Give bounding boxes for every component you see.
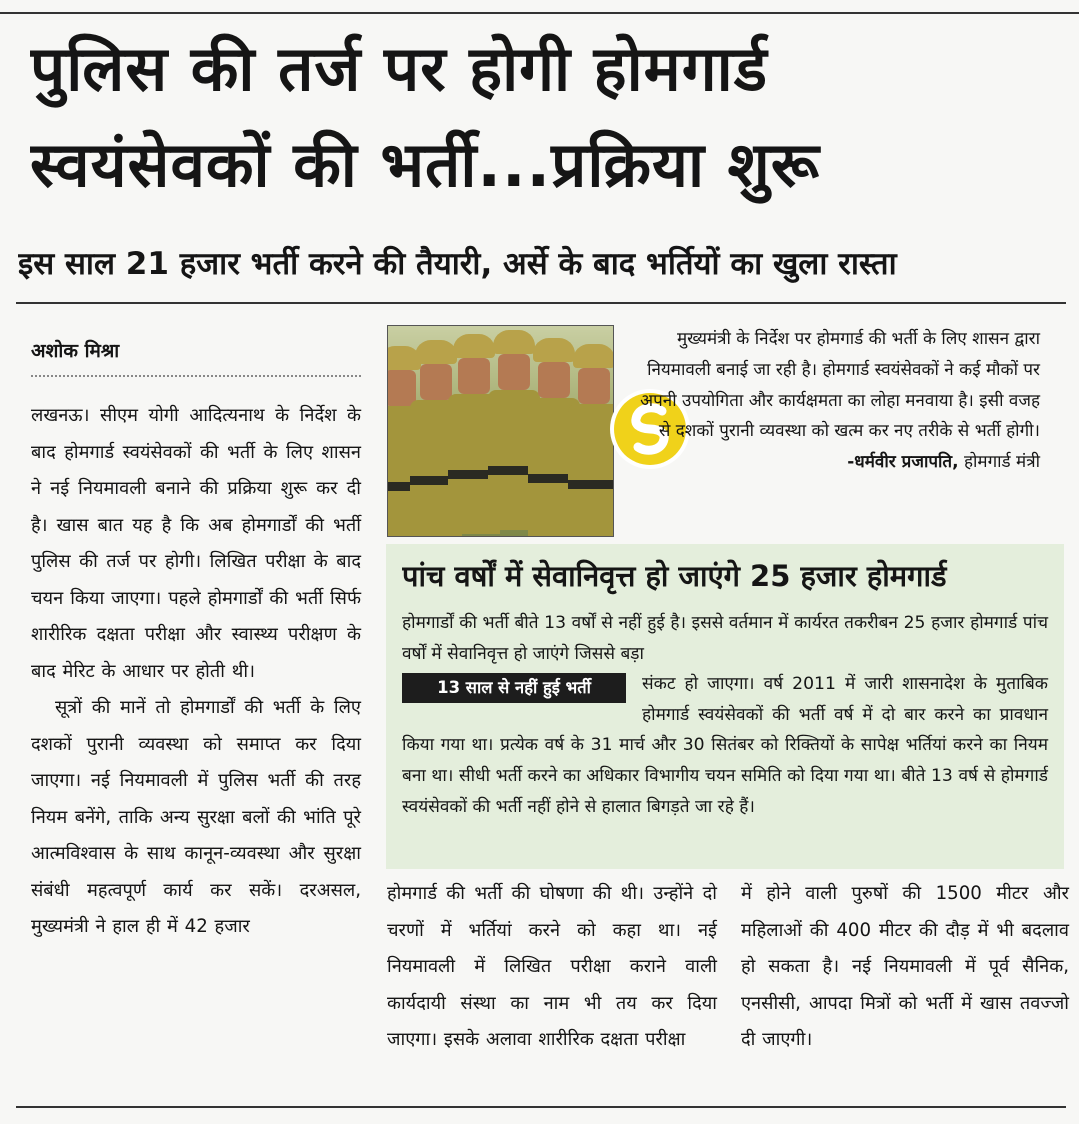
top-rule: [0, 12, 1079, 14]
info-box-tag: 13 साल से नहीं हुई भर्ती: [402, 673, 626, 703]
byline-divider: [31, 375, 361, 377]
info-box-intro: होमगार्डों की भर्ती बीते 13 वर्षों से नहीं हुई है। इससे वर्तमान में कार्यरत तकरीबन 25 हजार होमगार्ड पांच वर्षों में सेवानिवृत्त हो जाएंगे जिससे बड़ा: [402, 613, 1048, 664]
info-box-text: संकट हो जाएगा। वर्ष 2011 में जारी शासनादेश के मुताबिक होमगार्ड स्वयंसेवकों की भर्ती वर्ष में दो बार करने का प्रावधान किया गया था। प्रत्येक वर्ष के 31 मार्च और 30 सितंबर को रिक्तियों के सापेक्ष भर्तियां करने का नियम बना था। सीधी भर्ती करने का अधिकार विभागीय चयन समिति को दिया गया था। बीते 13 वर्ष से होमगार्ड स्वयंसेवकों की भर्ती नहीं होने से हालात बिगड़ते जा रहे हैं।: [402, 674, 1048, 817]
homeguard-parade-photo: [387, 325, 614, 537]
article-column-3: [387, 876, 717, 1059]
info-box-title: पांच वर्षों में सेवानिवृत्त हो जाएंगे 25 हजार होमगार्ड: [402, 559, 947, 593]
minister-quote: [640, 324, 1040, 478]
info-box-paragraph: [402, 669, 1048, 822]
headline-line-1: पुलिस की तर्ज पर होगी होमगार्ड: [30, 32, 768, 105]
article-column-4: [741, 876, 1069, 1059]
info-box-body: [402, 608, 1048, 822]
article-paragraph: में होने वाली पुरुषों की 1500 मीटर और महिलाओं की 400 मीटर की दौड़ में भी बदलाव हो सकता है। नई नियमावली में पूर्व सैनिक, एनसीसी, आपदा मित्रों को भर्ती में खास तवज्जो दी जाएगी।: [741, 883, 1069, 1050]
article-paragraph: लखनऊ। सीएम योगी आदित्यनाथ के निर्देश के बाद होमगार्ड स्वयंसेवकों की भर्ती के लिए शासन ने नई नियमावली बनाने की प्रक्रिया शुरू कर दी है। खास बात यह है कि अब होमगार्डों की भर्ती पुलिस की तर्ज पर होगी। लिखित परीक्षा के बाद चयन किया जाएगा। पहले होमगार्डों की भर्ती सिर्फ शारीरिक दक्षता परीक्षा और स्वास्थ्य परीक्षण के बाद मेरिट के आधार पर होती थी।: [31, 405, 361, 682]
quote-designation: होमगार्ड मंत्री: [963, 452, 1040, 473]
article-column-1: [31, 398, 361, 946]
bottom-rule: [16, 1106, 1066, 1108]
quote-text: मुख्यमंत्री के निर्देश पर होमगार्ड की भर्ती के लिए शासन द्वारा नियमावली बनाई जा रही है। होमगार्ड स्वयंसेवकों ने कई मौकों पर अपनी उपयोगिता और कार्यक्षमता का लोहा मनवाया है। इसी वजह से दशकों पुरानी व्यवस्था को खत्म कर नए तरीके से भर्ती होगी।: [640, 329, 1040, 442]
byline: अशोक मिश्रा: [31, 340, 120, 362]
subheadline-rule: [16, 302, 1066, 304]
headline-line-2: स्वयंसेवकों की भर्ती...प्रक्रिया शुरू: [30, 128, 820, 201]
soldier-figure: [568, 344, 614, 537]
article-paragraph: होमगार्ड की भर्ती की घोषणा की थी। उन्होंने दो चरणों में भर्तियां करने को कहा था। नई नियमावली में लिखित परीक्षा कराने वाली कार्यदायी संस्था का नाम भी तय कर दिया जाएगा। इसके अलावा शारीरिक दक्षता परीक्षा: [387, 883, 717, 1050]
quote-attribution: -धर्मवीर प्रजापति,: [847, 452, 959, 473]
subheadline: इस साल 21 हजार भर्ती करने की तैयारी, अर्से के बाद भर्तियों का खुला रास्ता: [18, 246, 897, 282]
article-paragraph: सूत्रों की मानें तो होमगार्डों की भर्ती के लिए दशकों पुरानी व्यवस्था को समाप्त कर दिया जाएगा। नई नियमावली में पुलिस भर्ती की तरह नियम बनेंगे, ताकि अन्य सुरक्षा बलों की भांति पूरे आत्मविश्वास के साथ कानून-व्यवस्था और सुरक्षा संबंधी महत्वपूर्ण कार्य कर सकें। दरअसल, मुख्यमंत्री ने हाल ही में 42 हजार: [31, 697, 361, 937]
